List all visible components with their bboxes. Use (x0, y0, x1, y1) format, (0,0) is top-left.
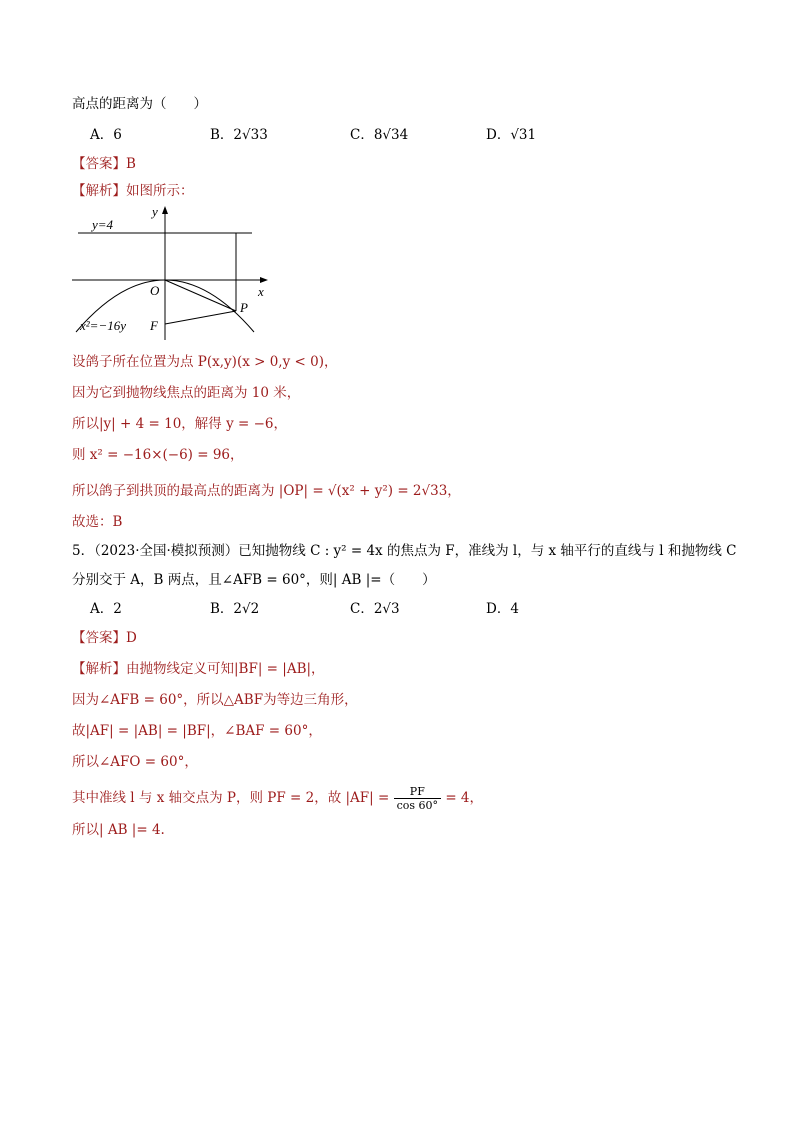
q4-analysis-line-2: 因为它到抛物线焦点的距离为 10 米， (72, 385, 301, 401)
segment-op (165, 280, 236, 311)
q5-option-a[interactable]: A．2 (90, 601, 122, 617)
label-y-axis: y (152, 204, 158, 219)
q5-stem-line-2: 分别交于 A，B 两点，且∠AFB = 60°，则| AB |=（ ） (72, 572, 436, 588)
q4-stem-end: 高点的距离为（ ） (72, 96, 207, 112)
q4-analysis-line-1: 设鸽子所在位置为点 P(x,y)(x > 0,y < 0)， (72, 354, 338, 370)
q5-analysis-line-3: 故|AF| = |AB| = |BF|，∠BAF = 60°， (72, 723, 322, 739)
x-axis-arrow (260, 277, 268, 283)
q4-option-a[interactable]: A．6 (90, 127, 122, 143)
q5-analysis-line-2: 因为∠AFB = 60°，所以△ABF为等边三角形， (72, 692, 358, 708)
q4-option-b[interactable]: B．2√33 (210, 127, 268, 143)
q5-answer: 【答案】D (72, 630, 137, 646)
q5-analysis-line-4: 所以∠AFO = 60°， (72, 754, 198, 770)
q4-option-d[interactable]: D．√31 (486, 127, 537, 143)
q5-line5-text: 其中准线 l 与 x 轴交点为 P，则 PF = 2，故 |AF| = (72, 790, 390, 806)
segment-fp (165, 311, 236, 324)
q4-option-c[interactable]: C．8√34 (350, 127, 409, 143)
q5-analysis-line-6: 所以| AB |= 4. (72, 822, 165, 838)
y-axis-arrow (162, 206, 168, 214)
q5-option-b[interactable]: B．2√2 (210, 601, 260, 617)
label-parabola: x²=−16y (80, 318, 126, 333)
label-f: F (150, 318, 158, 333)
q4-analysis-line-4: 则 x² = −16×(−6) = 96， (72, 447, 244, 463)
q4-analysis-line-5: 所以鸽子到拱顶的最高点的距离为 |OP| = √(x² + y²) = 2√33， (72, 483, 461, 499)
fraction (394, 785, 441, 812)
label-x-axis: x (258, 284, 264, 299)
fraction-denominator: cos 60° (396, 799, 439, 812)
q5-option-d[interactable]: D．4 (486, 601, 519, 617)
q5-line5-tail: = 4， (445, 790, 484, 806)
q5-stem-line-1: 5．（2023·全国·模拟预测）已知抛物线 C : y² = 4x 的焦点为 F，准线为 l，与 x 轴平行的直线与 l 和抛物线 C (72, 543, 737, 559)
q4-answer: 【答案】B (72, 156, 136, 172)
label-o: O (150, 283, 160, 298)
fraction-numerator: PF (394, 785, 441, 799)
q4-analysis-head: 【解析】如图所示： (72, 183, 194, 199)
parabola-figure (66, 202, 286, 342)
label-p: P (240, 300, 248, 315)
q4-analysis-line-6: 故选：B (72, 514, 123, 530)
q4-analysis-line-3: 所以|y| + 4 = 10，解得 y = −6， (72, 416, 287, 432)
label-y4: y=4 (92, 217, 114, 232)
q5-analysis-line-1: 【解析】由抛物线定义可知|BF| = |AB|， (72, 661, 325, 677)
q5-analysis-line-5 (72, 785, 483, 812)
q5-option-c[interactable]: C．2√3 (350, 601, 400, 617)
